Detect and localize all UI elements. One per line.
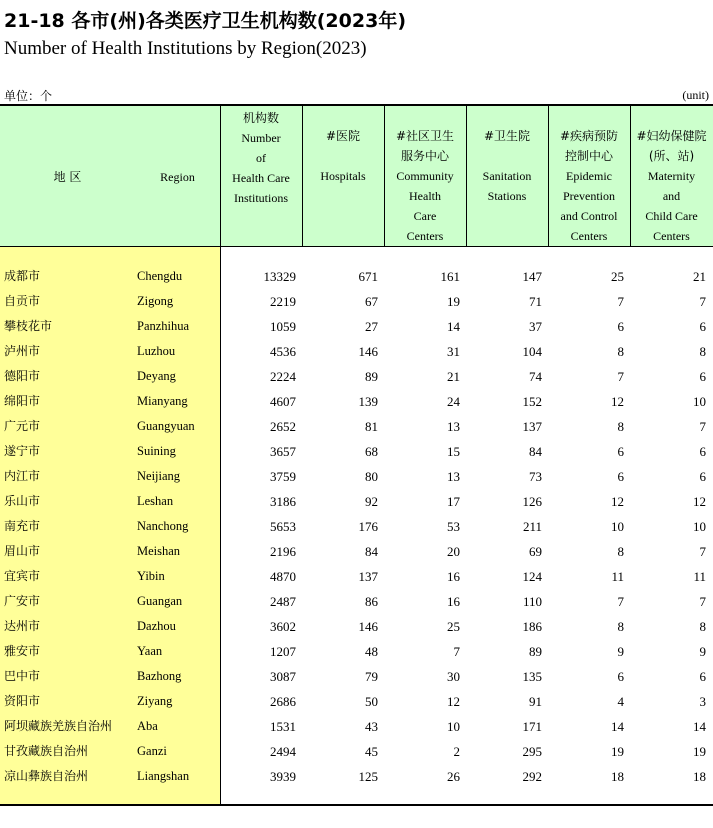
cell-hospitals: 84 [365, 544, 378, 559]
region-name-en: Bazhong [137, 669, 182, 683]
cell-epidemic: 6 [617, 669, 624, 684]
cell-total: 3087 [270, 669, 296, 684]
cell-sanitation: 292 [522, 769, 542, 784]
cell-epidemic: 11 [611, 569, 624, 584]
cell-sanitation: 211 [522, 519, 542, 534]
cell-epidemic: 6 [617, 319, 624, 334]
region-name-cn: 达州市 [4, 619, 41, 633]
cell-maternity: 10 [693, 519, 706, 534]
region-name-en: Ziyang [137, 694, 173, 708]
cell-sanitation: 91 [529, 694, 542, 709]
cell-total: 2494 [270, 744, 296, 759]
header-line: #疾病预防 [559, 129, 619, 143]
region-name-en: Yibin [137, 569, 165, 583]
cell-maternity: 9 [699, 644, 706, 659]
cell-sanitation: 152 [522, 394, 542, 409]
page-title-en: Number of Health Institutions by Region(2023) [4, 38, 367, 59]
region-name-en: Dazhou [137, 619, 176, 633]
cell-community: 10 [447, 719, 460, 734]
cell-epidemic: 8 [617, 544, 624, 559]
table-row [0, 614, 713, 639]
cell-community: 31 [447, 344, 460, 359]
region-name-cn: 乐山市 [4, 494, 41, 508]
region-name-en: Chengdu [137, 269, 183, 283]
header-line: Centers [653, 229, 690, 243]
cell-hospitals: 137 [358, 569, 378, 584]
header-line: Child Care [645, 209, 698, 223]
header-line: of [255, 151, 266, 165]
cell-community: 15 [447, 444, 460, 459]
region-name-en: Panzhihua [137, 319, 190, 333]
cell-maternity: 21 [693, 269, 706, 284]
cell-epidemic: 6 [617, 469, 624, 484]
region-name-en: Meishan [137, 544, 181, 558]
cell-total: 3186 [270, 494, 296, 509]
cell-maternity: 6 [699, 369, 706, 384]
cell-maternity: 7 [699, 294, 706, 309]
cell-epidemic: 9 [617, 644, 624, 659]
cell-epidemic: 6 [617, 444, 624, 459]
region-name-en: Guangan [137, 594, 183, 608]
header-region-en-label: Region [160, 169, 195, 184]
cell-hospitals: 139 [358, 394, 378, 409]
cell-community: 161 [440, 269, 460, 284]
cell-sanitation: 73 [529, 469, 542, 484]
region-name-cn: 内江市 [4, 469, 41, 483]
cell-total: 2487 [270, 594, 296, 609]
header-line: (所、站) [648, 149, 695, 163]
cell-epidemic: 8 [617, 619, 624, 634]
region-name-cn: 自贡市 [4, 294, 41, 308]
cell-hospitals: 43 [365, 719, 378, 734]
header-line: Centers [570, 229, 608, 243]
cell-hospitals: 125 [358, 769, 378, 784]
region-name-en: Neijiang [137, 469, 181, 483]
region-name-cn: 德阳市 [4, 369, 41, 383]
cell-total: 3759 [270, 469, 296, 484]
cell-epidemic: 12 [611, 394, 624, 409]
table-row [0, 689, 713, 714]
region-name-en: Luzhou [137, 344, 176, 358]
header-line: Stations [487, 189, 527, 203]
table-row [0, 564, 713, 589]
cell-total: 2652 [270, 419, 296, 434]
cell-community: 21 [447, 369, 460, 384]
cell-community: 7 [453, 644, 460, 659]
page-title-cn: 21-18 各市(州)各类医疗卫生机构数(2023年) [4, 10, 406, 32]
header-maternity [630, 106, 713, 247]
cell-maternity: 6 [699, 669, 706, 684]
header-sanitation [466, 106, 548, 247]
cell-maternity: 19 [693, 744, 706, 759]
cell-epidemic: 7 [617, 294, 624, 309]
cell-hospitals: 45 [365, 744, 378, 759]
region-name-cn: 甘孜藏族自治州 [4, 744, 89, 758]
cell-community: 13 [447, 419, 460, 434]
cell-maternity: 6 [699, 319, 706, 334]
cell-total: 13329 [263, 269, 296, 284]
cell-sanitation: 295 [522, 744, 542, 759]
cell-hospitals: 50 [365, 694, 378, 709]
cell-hospitals: 146 [358, 619, 378, 634]
table-row [0, 739, 713, 764]
cell-sanitation: 84 [529, 444, 542, 459]
cell-sanitation: 110 [522, 594, 542, 609]
region-name-cn: 凉山彝族自治州 [4, 769, 89, 783]
region-name-en: Aba [137, 719, 158, 733]
cell-hospitals: 67 [365, 294, 378, 309]
header-line: Care [413, 209, 437, 223]
cell-sanitation: 137 [522, 419, 542, 434]
cell-sanitation: 69 [529, 544, 542, 559]
cell-hospitals: 80 [365, 469, 378, 484]
cell-community: 30 [447, 669, 460, 684]
cell-maternity: 6 [699, 444, 706, 459]
cell-epidemic: 18 [611, 769, 624, 784]
unit-label-cn: 单位：个 [4, 89, 53, 103]
cell-epidemic: 10 [611, 519, 624, 534]
cell-hospitals: 27 [365, 319, 378, 334]
region-name-en: Mianyang [137, 394, 188, 408]
table-row [0, 414, 713, 439]
header-line: Prevention [563, 189, 615, 203]
region-name-en: Nanchong [137, 519, 189, 533]
cell-hospitals: 81 [365, 419, 378, 434]
region-name-cn: 成都市 [4, 269, 41, 283]
cell-maternity: 3 [699, 694, 706, 709]
cell-community: 26 [447, 769, 460, 784]
cell-maternity: 7 [699, 419, 706, 434]
cell-community: 16 [447, 594, 460, 609]
cell-total: 3657 [270, 444, 296, 459]
table-row [0, 264, 713, 289]
region-name-cn: 绵阳市 [4, 394, 41, 408]
cell-hospitals: 79 [365, 669, 378, 684]
table-row [0, 464, 713, 489]
cell-epidemic: 4 [617, 694, 624, 709]
header-hospitals [302, 106, 384, 247]
unit-label-en: (unit) [682, 88, 709, 102]
cell-total: 2686 [270, 694, 296, 709]
cell-maternity: 14 [693, 719, 706, 734]
region-name-en: Leshan [137, 494, 174, 508]
region-name-cn: 阿坝藏族羌族自治州 [4, 719, 113, 733]
header-line: Sanitation [482, 169, 532, 183]
header-epidemic [548, 106, 630, 247]
header-community [384, 106, 466, 247]
cell-sanitation: 126 [522, 494, 542, 509]
cell-sanitation: 37 [529, 319, 542, 334]
cell-epidemic: 7 [617, 369, 624, 384]
cell-total: 2224 [270, 369, 296, 384]
region-name-cn: 宜宾市 [4, 569, 41, 583]
cell-total: 5653 [270, 519, 296, 534]
region-name-cn: 广安市 [4, 594, 41, 608]
cell-community: 53 [447, 519, 460, 534]
cell-total: 2196 [270, 544, 296, 559]
cell-epidemic: 12 [611, 494, 624, 509]
cell-total: 1531 [270, 719, 296, 734]
cell-sanitation: 74 [529, 369, 542, 384]
cell-sanitation: 135 [522, 669, 542, 684]
header-line: Institutions [233, 191, 288, 205]
region-name-en: Zigong [137, 294, 174, 308]
cell-community: 17 [447, 494, 460, 509]
table-row [0, 714, 713, 739]
cell-community: 12 [447, 694, 460, 709]
cell-epidemic: 7 [617, 594, 624, 609]
cell-epidemic: 19 [611, 744, 624, 759]
region-name-cn: 广元市 [4, 419, 41, 433]
region-name-cn: 攀枝花市 [4, 319, 53, 333]
region-name-cn: 遂宁市 [4, 444, 41, 458]
cell-maternity: 10 [693, 394, 706, 409]
cell-community: 14 [447, 319, 460, 334]
cell-total: 4536 [270, 344, 296, 359]
cell-total: 4607 [270, 394, 296, 409]
region-name-en: Suining [137, 444, 176, 458]
region-name-cn: 巴中市 [4, 669, 41, 683]
header-line: #妇幼保健院 [636, 129, 707, 143]
table-row [0, 589, 713, 614]
header-line: Community [396, 169, 454, 183]
cell-hospitals: 146 [358, 344, 378, 359]
cell-community: 19 [447, 294, 460, 309]
region-name-cn: 泸州市 [4, 344, 41, 358]
region-name-en: Guangyuan [137, 419, 195, 433]
cell-hospitals: 68 [365, 444, 378, 459]
header-total [220, 106, 302, 247]
table-row [0, 514, 713, 539]
cell-total: 1207 [270, 644, 296, 659]
cell-total: 1059 [270, 319, 296, 334]
header-line: 控制中心 [564, 149, 613, 163]
header-line: #医院 [325, 129, 361, 143]
cell-maternity: 8 [699, 619, 706, 634]
header-line: Epidemic [566, 169, 612, 183]
header-region-cn [0, 106, 135, 247]
cell-hospitals: 176 [358, 519, 378, 534]
cell-total: 2219 [270, 294, 296, 309]
cell-maternity: 12 [693, 494, 706, 509]
cell-community: 25 [447, 619, 460, 634]
cell-total: 3602 [270, 619, 296, 634]
header-line: 服务中心 [400, 149, 449, 163]
cell-maternity: 18 [693, 769, 706, 784]
header-line: Health [409, 189, 441, 203]
cell-community: 13 [447, 469, 460, 484]
cell-sanitation: 147 [522, 269, 542, 284]
cell-community: 16 [447, 569, 460, 584]
header-line: #社区卫生 [395, 129, 455, 143]
cell-hospitals: 671 [358, 269, 378, 284]
region-name-cn: 南充市 [4, 519, 41, 533]
cell-epidemic: 25 [611, 269, 624, 284]
cell-total: 4870 [270, 569, 296, 584]
table-row [0, 314, 713, 339]
header-line: 机构数 [242, 111, 279, 125]
cell-maternity: 7 [699, 594, 706, 609]
cell-hospitals: 86 [365, 594, 378, 609]
header-line: Hospitals [320, 169, 366, 183]
cell-hospitals: 48 [365, 644, 378, 659]
cell-maternity: 11 [693, 569, 706, 584]
header-line: Health Care [232, 171, 290, 185]
cell-community: 2 [453, 744, 460, 759]
cell-epidemic: 8 [617, 419, 624, 434]
table-row [0, 489, 713, 514]
cell-total: 3939 [270, 769, 296, 784]
cell-epidemic: 14 [611, 719, 624, 734]
table-row [0, 639, 713, 664]
cell-community: 24 [447, 394, 460, 409]
cell-maternity: 7 [699, 544, 706, 559]
header-line: and Control [560, 209, 618, 223]
cell-sanitation: 71 [529, 294, 542, 309]
cell-sanitation: 124 [522, 569, 542, 584]
region-name-en: Ganzi [137, 744, 167, 758]
cell-hospitals: 89 [365, 369, 378, 384]
header-region-en [135, 106, 220, 247]
cell-community: 20 [447, 544, 460, 559]
table-row [0, 539, 713, 564]
table-row [0, 664, 713, 689]
cell-sanitation: 104 [522, 344, 542, 359]
region-name-en: Liangshan [137, 769, 190, 783]
cell-sanitation: 171 [522, 719, 542, 734]
cell-epidemic: 8 [617, 344, 624, 359]
table-bottom-rule [0, 804, 713, 806]
header-line: Number [241, 131, 281, 145]
table-row [0, 439, 713, 464]
cell-hospitals: 92 [365, 494, 378, 509]
cell-sanitation: 89 [529, 644, 542, 659]
region-name-en: Yaan [137, 644, 163, 658]
header-line: Centers [406, 229, 444, 243]
header-line: and [662, 189, 681, 203]
region-name-cn: 资阳市 [4, 694, 41, 708]
table-row [0, 289, 713, 314]
header-line: Maternity [647, 169, 696, 183]
region-name-cn: 雅安市 [4, 644, 41, 658]
table-row [0, 339, 713, 364]
table-row [0, 389, 713, 414]
region-name-en: Deyang [137, 369, 176, 383]
header-region-cn-label: 地 区 [53, 169, 82, 184]
cell-maternity: 8 [699, 344, 706, 359]
cell-sanitation: 186 [522, 619, 542, 634]
region-name-cn: 眉山市 [4, 544, 41, 558]
header-line: #卫生院 [483, 129, 531, 143]
table-row [0, 364, 713, 389]
cell-maternity: 6 [699, 469, 706, 484]
table-row [0, 764, 713, 789]
